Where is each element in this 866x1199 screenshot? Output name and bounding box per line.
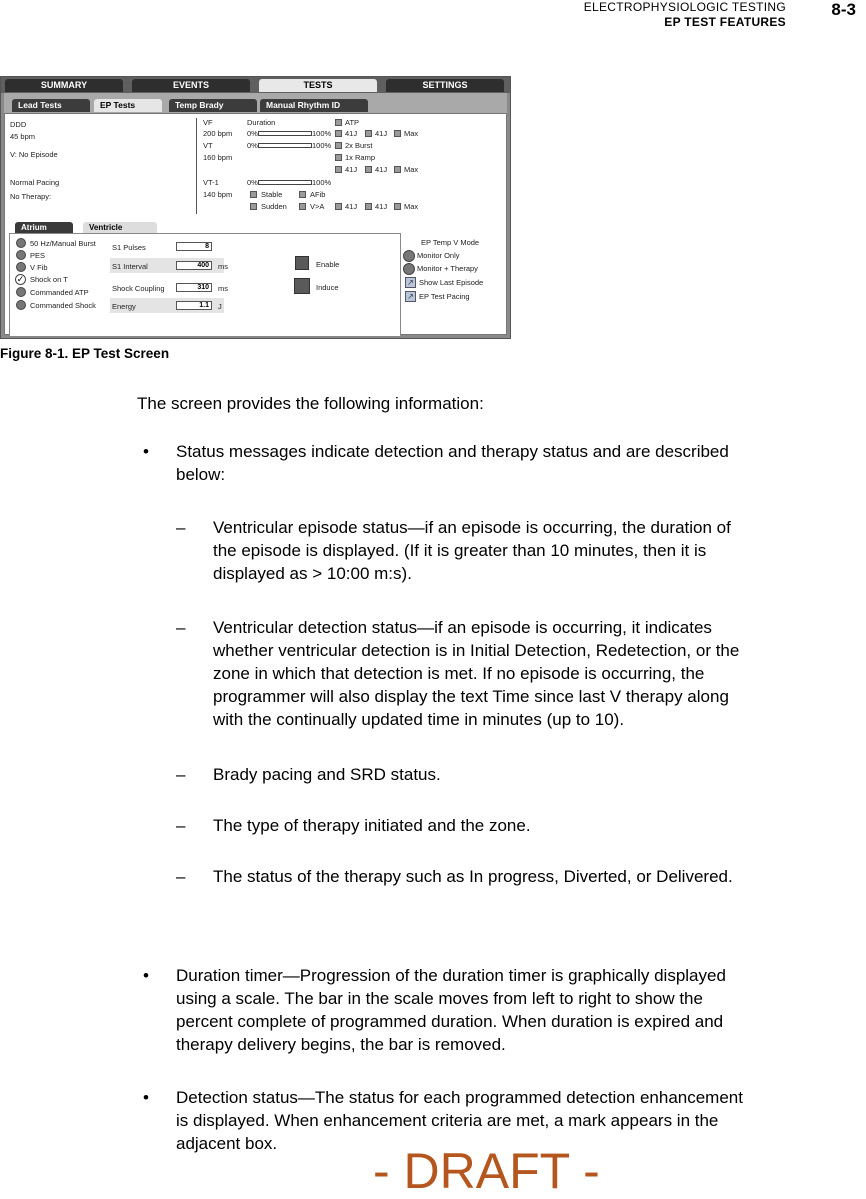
- dash3: Brady pacing and SRD status.: [213, 765, 441, 784]
- pacing-mode: DDD: [10, 120, 27, 129]
- bullet-marker: •: [143, 1088, 149, 1107]
- show-last-episode-icon[interactable]: ↗: [405, 277, 416, 288]
- s1-interval-unit: ms: [218, 262, 228, 271]
- s1-interval-label: S1 Interval: [112, 262, 148, 271]
- tab-events[interactable]: EVENTS: [132, 79, 250, 92]
- vt-duration-0: 0%: [247, 141, 258, 150]
- vt-shock1-box: [335, 166, 342, 173]
- burst-box: [335, 142, 342, 149]
- sudden-checkbox: [250, 203, 257, 210]
- stable-label: Stable: [261, 190, 283, 199]
- sudden-label: Sudden: [261, 202, 287, 211]
- coupling-field[interactable]: 310: [176, 283, 212, 292]
- ep-tests-panel: [4, 113, 507, 335]
- vf-duration-100: 100%: [312, 129, 332, 138]
- vt-duration-100: 100%: [312, 141, 332, 150]
- draft-watermark: - DRAFT -: [373, 1143, 600, 1199]
- v-gt-a-checkbox: [299, 203, 306, 210]
- dash1-line3: displayed as > 10:00 m:s).: [213, 564, 412, 583]
- dash4: The type of therapy initiated and the zone.: [213, 816, 531, 835]
- zone-vf-rate: 200 bpm: [203, 129, 233, 138]
- vf-shock2-box: [365, 130, 372, 137]
- method-atp-radio[interactable]: [16, 287, 26, 297]
- figure-caption: Figure 8-1. EP Test Screen: [0, 346, 170, 361]
- zone-vt1-rate: 140 bpm: [203, 190, 233, 199]
- ventricle-panel: [9, 233, 401, 337]
- method-burst: 50 Hz/Manual Burst: [30, 239, 96, 248]
- vf-shock1-box: [335, 130, 342, 137]
- s1-interval-field[interactable]: 400: [176, 261, 212, 270]
- stable-checkbox: [250, 191, 257, 198]
- ep-test-screen: [0, 76, 511, 339]
- zone-vt-label: VT: [203, 141, 213, 150]
- dash2-line2: whether ventricular detection is in Initial Detection, Redetection, or the: [213, 641, 740, 660]
- bullet-status-line2: below:: [176, 465, 226, 484]
- vt-max: Max: [404, 165, 419, 174]
- dash-marker: –: [176, 618, 186, 637]
- dash1-line2: the episode is displayed. (If it is greater than 10 minutes, then it is: [213, 541, 707, 560]
- bullet-duration-line4: therapy delivery begins, the bar is removed.: [176, 1035, 506, 1054]
- dash2-line5: with the continually updated time in minutes (up to 10).: [213, 710, 625, 729]
- bullet-marker: •: [143, 442, 149, 461]
- zone-vt-rate: 160 bpm: [203, 153, 233, 162]
- vt1-shock1: 41J: [345, 202, 358, 211]
- method-shock-on-t-radio[interactable]: ✓: [16, 274, 25, 284]
- vt-shock2: 41J: [375, 165, 388, 174]
- bullet-detection-line1: Detection status—The status for each programmed detection enhancement: [176, 1088, 743, 1107]
- vt1-duration-bar: [258, 180, 312, 185]
- vt-max-box: [394, 166, 401, 173]
- atp-box: [335, 119, 342, 126]
- intro-paragraph: The screen provides the following information:: [137, 394, 484, 413]
- ramp-box: [335, 154, 342, 161]
- vf-duration-0: 0%: [247, 129, 258, 138]
- induce-label: Induce: [316, 283, 339, 292]
- dash2-line3: zone in which that detection is met. If no episode is occurring, the: [213, 664, 705, 683]
- tab-settings[interactable]: SETTINGS: [386, 79, 504, 92]
- method-pes: PES: [30, 251, 46, 260]
- vt1-duration-100: 100%: [312, 178, 332, 187]
- afib-label: AFib: [310, 190, 326, 199]
- pacing-status: Normal Pacing: [10, 178, 60, 187]
- vt1-shock2: 41J: [375, 202, 388, 211]
- top-tab-bar: [1, 77, 510, 93]
- induce-button[interactable]: [294, 278, 310, 294]
- method-shock: Commanded Shock: [30, 301, 96, 310]
- vt-shock1: 41J: [345, 165, 358, 174]
- vt1-shock1-box: [335, 203, 342, 210]
- burst-label: 2x Burst: [345, 141, 373, 150]
- running-header: [584, 0, 786, 30]
- monitor-only-label: Monitor Only: [417, 251, 460, 260]
- sub-tab-bar: [4, 93, 507, 113]
- dash-marker: –: [176, 518, 186, 537]
- method-atp: Commanded ATP: [30, 288, 89, 297]
- bullet-duration-line1: Duration timer—Progression of the duration timer is graphically displayed: [176, 966, 726, 985]
- tab-atrium[interactable]: Atrium: [15, 222, 73, 233]
- bullet-detection-line3: adjacent box.: [176, 1134, 278, 1153]
- tab-temp-brady[interactable]: Temp Brady: [169, 99, 257, 112]
- tab-lead-tests[interactable]: Lead Tests: [12, 99, 90, 112]
- tab-summary[interactable]: SUMMARY: [5, 79, 123, 92]
- divider: [196, 118, 197, 214]
- vt1-duration-0: 0%: [247, 178, 258, 187]
- page-number: 8-3: [831, 0, 856, 19]
- atp-label: ATP: [345, 118, 360, 127]
- tab-tests[interactable]: TESTS: [259, 79, 377, 92]
- method-vfib-radio[interactable]: [16, 262, 26, 272]
- bullet-detection-line2: is displayed. When enhancement criteria are met, a mark appears in the: [176, 1111, 719, 1130]
- bullet-duration-line2: using a scale. The bar in the scale moves from left to right to show the: [176, 989, 703, 1008]
- tab-manual-rhythm-id[interactable]: Manual Rhythm ID: [260, 99, 368, 112]
- dash-marker: –: [176, 816, 186, 835]
- coupling-label: Shock Coupling: [112, 284, 165, 293]
- vt-duration-bar: [258, 143, 312, 148]
- dash2-line4: programmer will also display the text Time since last V therapy along: [213, 687, 729, 706]
- vf-shock2: 41J: [375, 129, 388, 138]
- ep-test-pacing-icon[interactable]: ↗: [405, 291, 416, 302]
- header-section: ELECTROPHYSIOLOGIC TESTING: [583, 0, 786, 14]
- s1-pulses-label: S1 Pulses: [112, 243, 146, 252]
- dash5: The status of the therapy such as In progress, Diverted, or Delivered.: [213, 867, 733, 886]
- dash2-line1: Ventricular detection status—if an episode is occurring, it indicates: [213, 618, 712, 637]
- dash-marker: –: [176, 765, 186, 784]
- method-shock-radio[interactable]: [16, 300, 26, 310]
- method-shock-on-t: Shock on T: [30, 275, 68, 284]
- method-burst-radio[interactable]: [16, 238, 26, 248]
- ep-test-pacing-label: EP Test Pacing: [419, 292, 470, 301]
- tab-ventricle[interactable]: Ventricle: [83, 222, 157, 233]
- vf-max-box: [394, 130, 401, 137]
- monitor-only-radio[interactable]: [403, 250, 415, 262]
- vt-shock2-box: [365, 166, 372, 173]
- v-episode-status: V: No Episode: [10, 150, 58, 159]
- zone-vt1-label: VT-1: [203, 178, 219, 187]
- vf-max: Max: [404, 129, 419, 138]
- monitor-therapy-radio[interactable]: [403, 263, 415, 275]
- vt1-max: Max: [404, 202, 419, 211]
- therapy-status: No Therapy:: [10, 192, 52, 201]
- enable-label: Enable: [316, 260, 340, 269]
- ep-mode-title: EP Temp V Mode: [421, 238, 480, 247]
- vf-duration-bar: [258, 131, 312, 136]
- method-pes-radio[interactable]: [16, 250, 26, 260]
- s1-pulses-field[interactable]: 8: [176, 242, 212, 251]
- method-vfib: V Fib: [30, 263, 48, 272]
- afib-checkbox: [299, 191, 306, 198]
- ramp-label: 1x Ramp: [345, 153, 376, 162]
- header-subsection: EP TEST FEATURES: [664, 15, 786, 29]
- v-gt-a-label: V>A: [310, 202, 325, 211]
- monitor-therapy-label: Monitor + Therapy: [417, 264, 478, 273]
- energy-field[interactable]: 1.1: [176, 301, 212, 310]
- bullet-marker: •: [143, 966, 149, 985]
- show-last-episode-label: Show Last Episode: [419, 278, 484, 287]
- bullet-duration-line3: percent complete of programmed duration. When duration is expired and: [176, 1012, 724, 1031]
- vt1-shock2-box: [365, 203, 372, 210]
- vt1-max-box: [394, 203, 401, 210]
- energy-label: Energy: [112, 302, 136, 311]
- energy-unit: J: [218, 302, 222, 311]
- duration-label: Duration: [247, 118, 276, 127]
- dash-marker: –: [176, 867, 186, 886]
- vf-shock1: 41J: [345, 129, 358, 138]
- enable-button[interactable]: [295, 256, 309, 270]
- bullet-status-line1: Status messages indicate detection and therapy status and are described: [176, 442, 729, 461]
- dash1-line1: Ventricular episode status—if an episode is occurring, the duration of: [213, 518, 731, 537]
- zone-vf-label: VF: [203, 118, 213, 127]
- tab-ep-tests[interactable]: EP Tests: [94, 99, 162, 112]
- pacing-rate: 45 bpm: [10, 132, 36, 141]
- coupling-unit: ms: [218, 284, 228, 293]
